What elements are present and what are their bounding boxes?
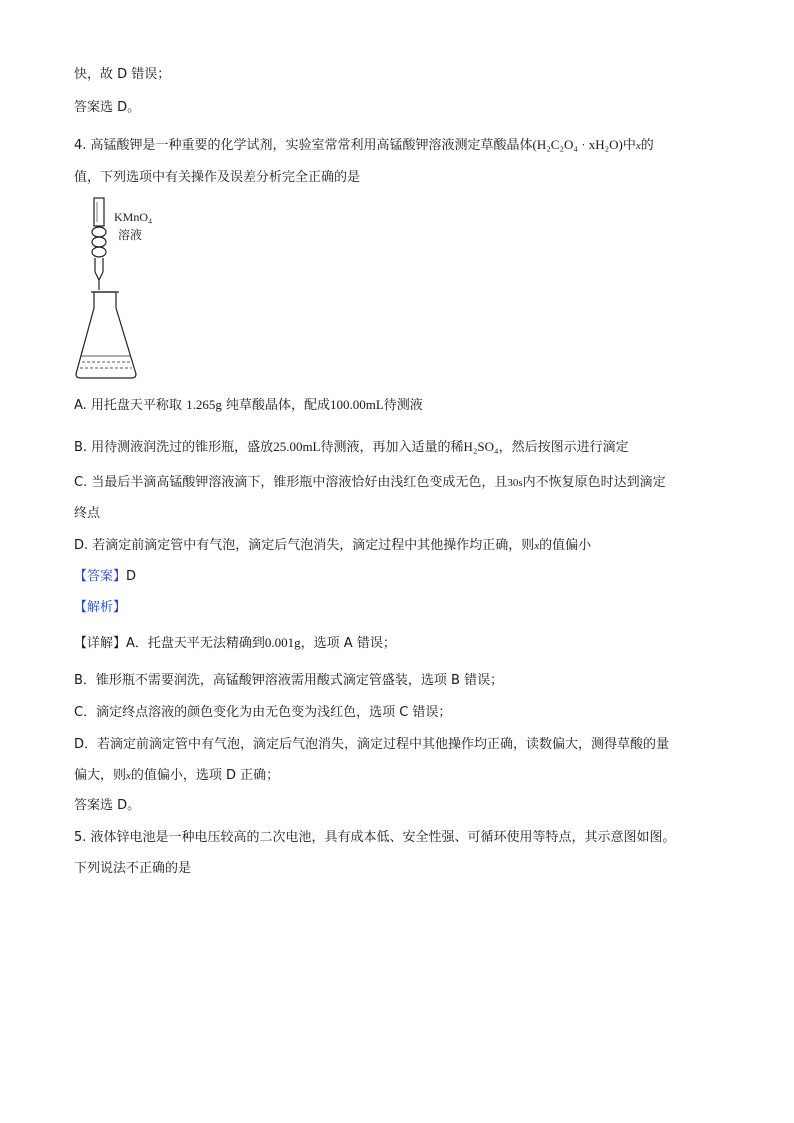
detail-a: 【详解】A．托盘天平无法精确到0.001g，选项 A 错误； <box>74 635 396 651</box>
burette-tube <box>94 198 104 226</box>
q4-stem-line2: 值，下列选项中有关操作及误差分析完全正确的是 <box>74 170 361 185</box>
answer-bracket: 【答案】 <box>74 569 127 584</box>
answer-value: D <box>126 569 137 584</box>
final-answer: 答案选 D。 <box>74 798 141 813</box>
titration-figure <box>70 196 190 382</box>
q5-stem-line2: 下列说法不正确的是 <box>74 861 192 876</box>
option-d: D. 若滴定前滴定管中有气泡，滴定后气泡消失，滴定过程中其他操作均正确，则x的值偏小 <box>74 538 592 553</box>
q5-stem-line1: 5. 液体锌电池是一种电压较高的二次电池，具有成本低、安全性强、可循环使用等特点，其示意图如图。 <box>74 830 676 845</box>
option-c: C. 当最后半滴高锰酸钾溶液滴下，锥形瓶中溶液恰好由浅红色变成无色，且30s内不恢复原色时达到滴定 <box>74 475 666 490</box>
option-a: A. 用托盘天平称取 1.265g 纯草酸晶体，配成100.00mL待测液 <box>74 397 423 413</box>
q4-stem-line1: 4. 高锰酸钾是一种重要的化学试剂，实验室常常利用高锰酸钾溶液测定草酸晶体(H₂C₂O₄ · xH₂O)中x的 <box>74 137 654 153</box>
detail-d-line2: 偏大，则x的值偏小，选项 D 正确； <box>74 768 280 783</box>
formula-oxalic: (H₂C₂O₄ · xH₂O) <box>532 137 623 152</box>
line-answer-select: 答案选 D。 <box>74 100 141 115</box>
reagent-sublabel: 溶液 <box>118 228 143 242</box>
reagent-label: KMnO₄ <box>114 210 153 224</box>
option-b: B. 用待测液润洗过的锥形瓶，盛放25.00mL待测液，再加入适量的稀H₂SO₄，然后按图示进行滴定 <box>74 439 629 455</box>
burette-bead <box>92 227 106 237</box>
conical-flask <box>76 292 136 378</box>
line-conclusion: 快，故 D 错误； <box>74 67 171 82</box>
analysis-heading: 【解析】 <box>74 600 127 615</box>
answer-line <box>74 568 136 586</box>
detail-d-line1: D．若滴定前滴定管中有气泡，滴定后气泡消失，滴定过程中其他操作均正确，读数偏大，测得草酸的量 <box>74 737 670 752</box>
option-c-line2: 终点 <box>74 506 101 521</box>
detail-b: B．锥形瓶不需要润洗，高锰酸钾溶液需用酸式滴定管盛装，选项 B 错误； <box>74 673 504 688</box>
detail-c: C．滴定终点溶液的颜色变化为由无色变为浅红色，选项 C 错误； <box>74 705 452 720</box>
